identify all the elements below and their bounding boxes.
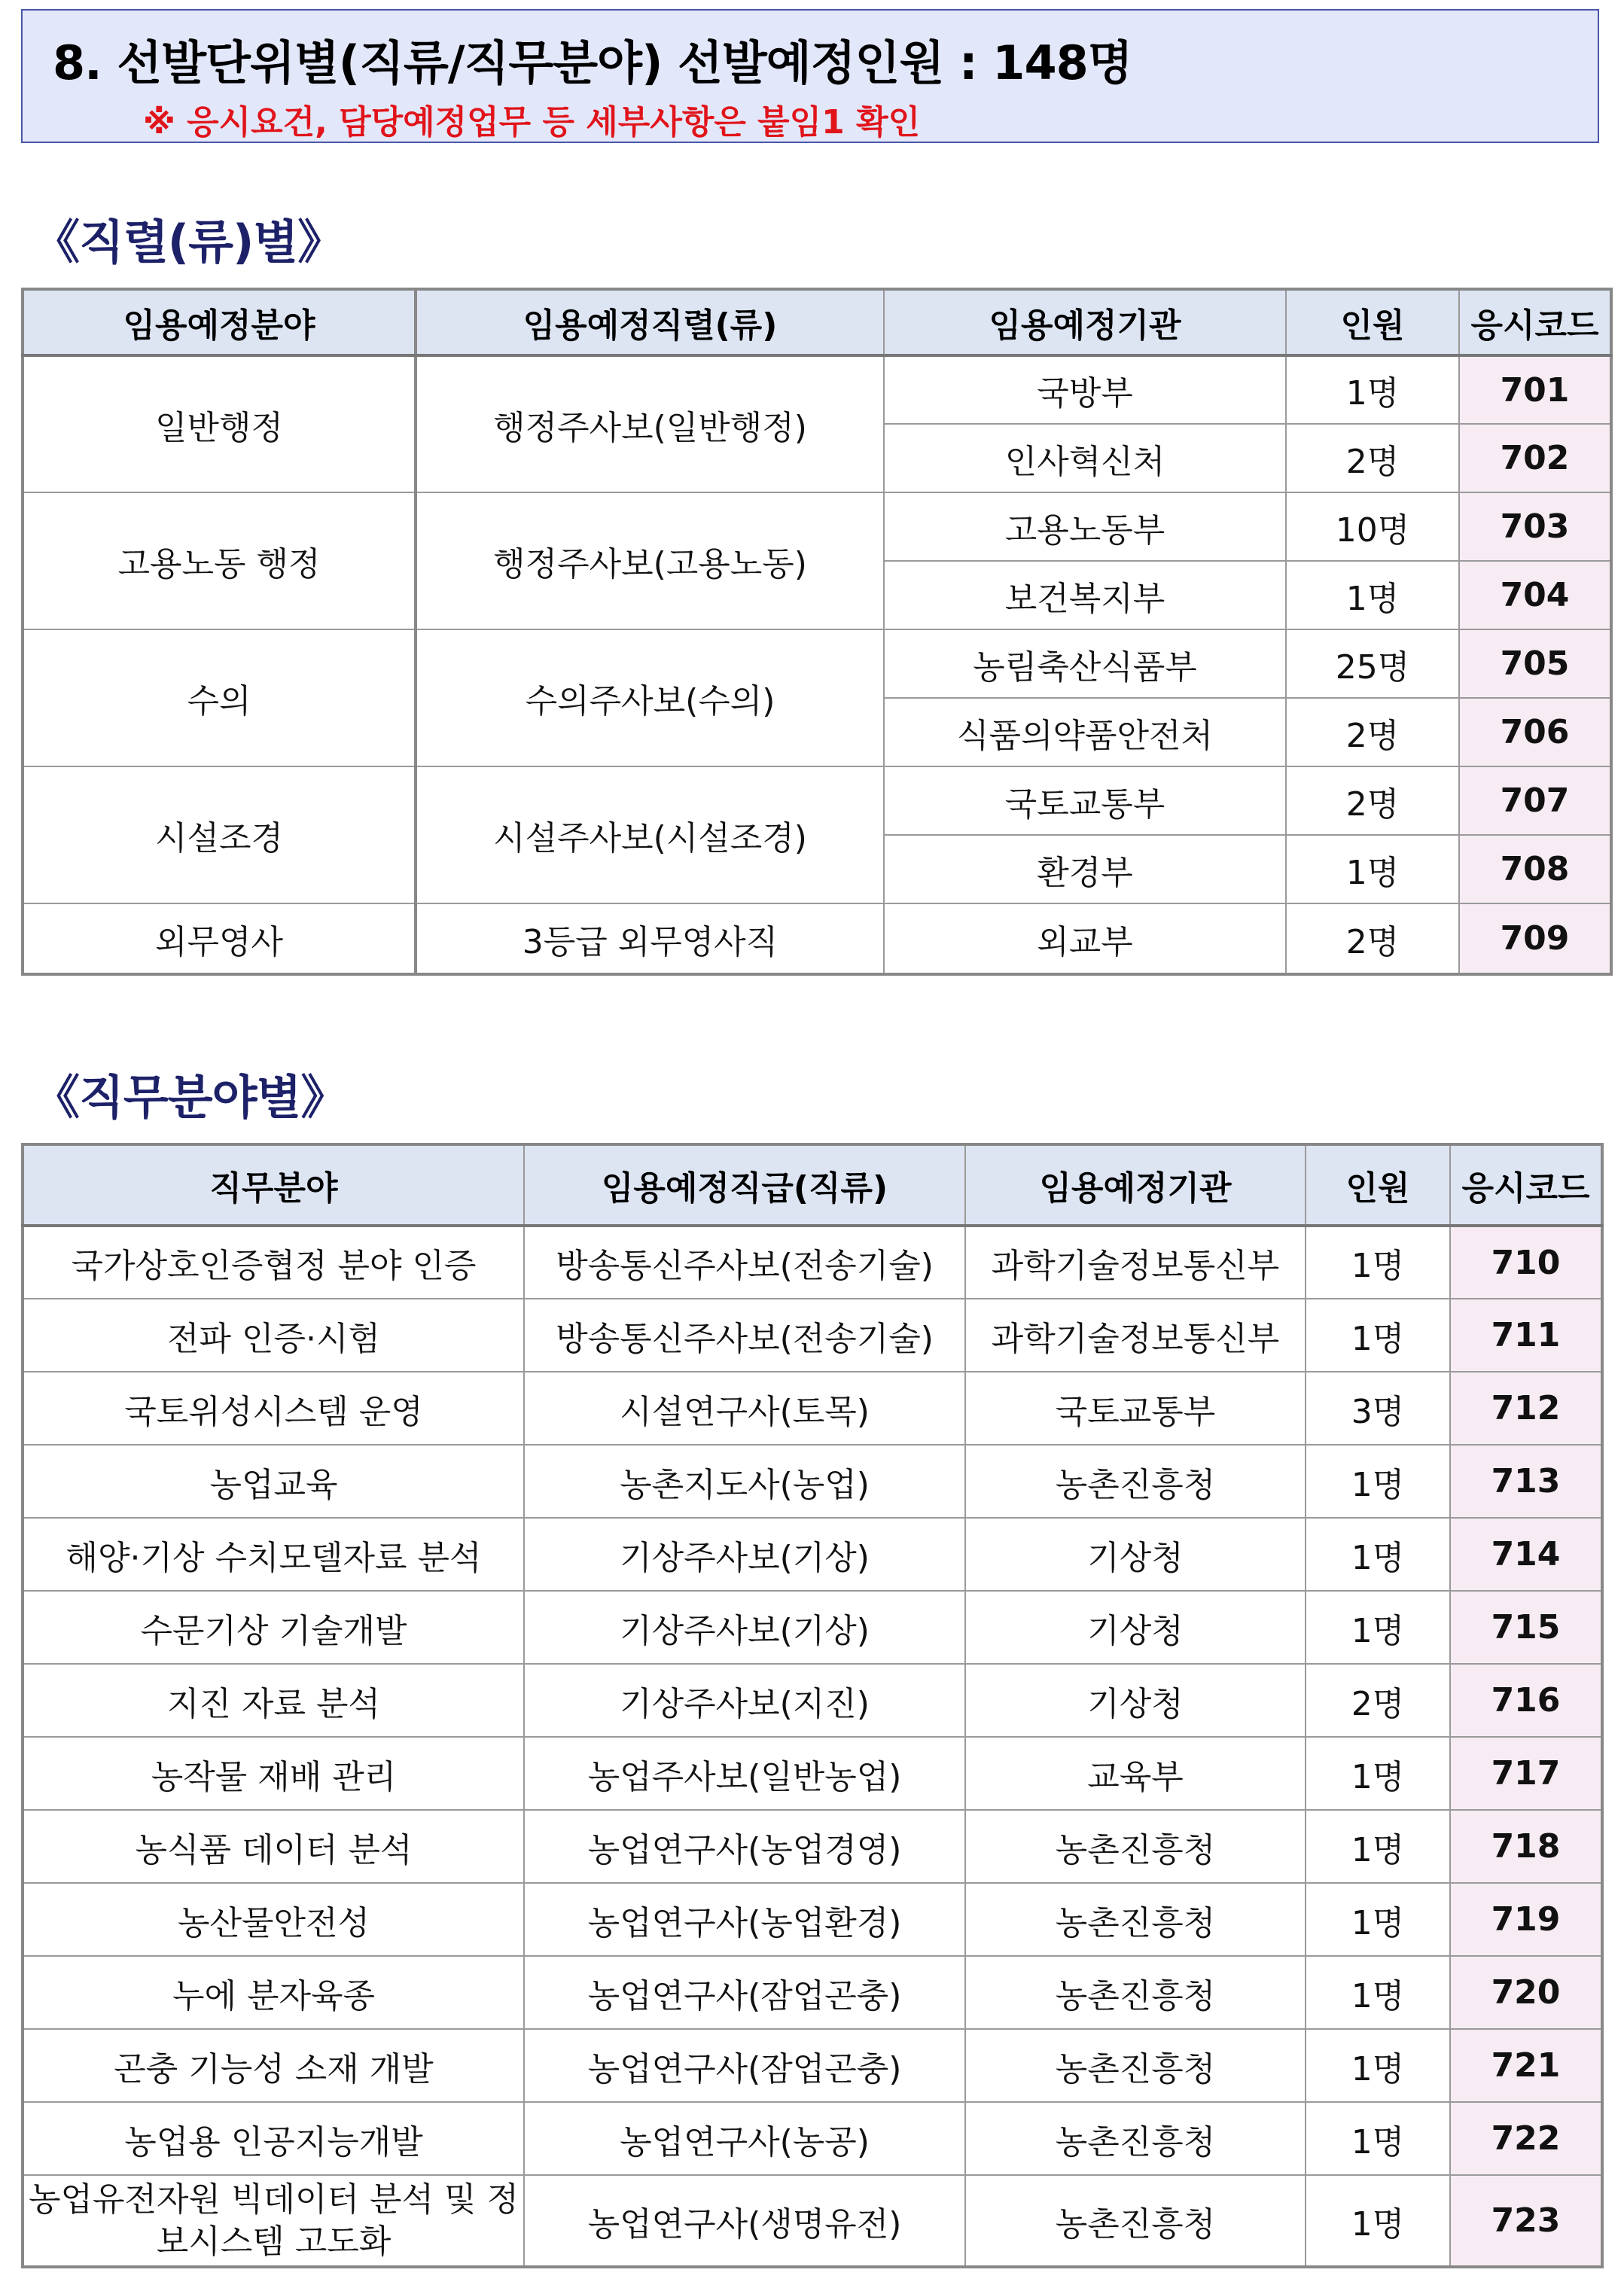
code-cell: 704 <box>1459 561 1611 629</box>
count-cell: 2명 <box>1286 698 1459 766</box>
count-cell: 2명 <box>1286 424 1459 492</box>
field-cell: 외무영사 <box>23 903 416 974</box>
count-cell: 2명 <box>1286 903 1459 974</box>
series-table <box>21 288 1613 976</box>
column-header: 인원 <box>1286 289 1459 355</box>
count-cell: 1명 <box>1306 2175 1450 2267</box>
code-cell: 707 <box>1459 766 1611 835</box>
table-row <box>23 1883 1602 1956</box>
section-heading-series: 《직렬(류)별》 <box>33 215 344 270</box>
agency-cell: 환경부 <box>884 835 1286 903</box>
code-cell: 720 <box>1450 1956 1602 2029</box>
agency-cell: 국토교통부 <box>884 766 1286 835</box>
code-cell: 722 <box>1450 2102 1602 2175</box>
agency-cell: 국토교통부 <box>965 1372 1306 1445</box>
section-heading-job-field: 《직무분야별》 <box>33 1070 347 1125</box>
agency-cell: 농촌진흥청 <box>965 1445 1306 1518</box>
agency-cell: 인사혁신처 <box>884 424 1286 492</box>
page-subtitle-note: ※ 응시요건, 담당예정업무 등 세부사항은 붙임1 확인 <box>143 103 921 142</box>
agency-cell: 국방부 <box>884 355 1286 424</box>
field-cell: 농식품 데이터 분석 <box>23 1810 524 1883</box>
grade-cell: 기상주사보(기상) <box>524 1518 965 1591</box>
series-cell: 행정주사보(일반행정) <box>416 355 884 492</box>
grade-cell: 농업연구사(농업환경) <box>524 1883 965 1956</box>
column-header: 임용예정기관 <box>884 289 1286 355</box>
agency-cell: 보건복지부 <box>884 561 1286 629</box>
column-header: 응시코드 <box>1459 289 1611 355</box>
column-header: 인원 <box>1306 1144 1450 1226</box>
code-cell: 710 <box>1450 1226 1602 1299</box>
grade-cell: 기상주사보(기상) <box>524 1591 965 1664</box>
code-cell: 716 <box>1450 1664 1602 1737</box>
field-cell: 곤충 기능성 소재 개발 <box>23 2029 524 2102</box>
code-cell: 723 <box>1450 2175 1602 2267</box>
code-cell: 711 <box>1450 1299 1602 1372</box>
field-cell: 전파 인증·시험 <box>23 1299 524 1372</box>
table-row <box>23 1664 1602 1737</box>
code-cell: 703 <box>1459 492 1611 561</box>
agency-cell: 교육부 <box>965 1737 1306 1810</box>
count-cell: 1명 <box>1286 355 1459 424</box>
grade-cell: 농업연구사(농공) <box>524 2102 965 2175</box>
agency-cell: 식품의약품안전처 <box>884 698 1286 766</box>
field-cell: 지진 자료 분석 <box>23 1664 524 1737</box>
table-row <box>23 355 1611 424</box>
table-row <box>23 492 1611 561</box>
code-cell: 709 <box>1459 903 1611 974</box>
count-cell: 3명 <box>1306 1372 1450 1445</box>
table-row <box>23 1591 1602 1664</box>
agency-cell: 농촌진흥청 <box>965 2029 1306 2102</box>
table-row <box>23 629 1611 698</box>
grade-cell: 농업연구사(생명유전) <box>524 2175 965 2267</box>
field-cell: 농작물 재배 관리 <box>23 1737 524 1810</box>
table-row <box>23 2029 1602 2102</box>
grade-cell: 농업주사보(일반농업) <box>524 1737 965 1810</box>
count-cell: 1명 <box>1306 2102 1450 2175</box>
table-row <box>23 2175 1602 2267</box>
table-row <box>23 1737 1602 1810</box>
table-header-row <box>23 1144 1602 1226</box>
grade-cell: 방송통신주사보(전송기술) <box>524 1299 965 1372</box>
code-cell: 712 <box>1450 1372 1602 1445</box>
field-cell: 고용노동 행정 <box>23 492 416 629</box>
field-cell: 농업유전자원 빅데이터 분석 및 정보시스템 고도화 <box>23 2175 524 2267</box>
page-title: 8. 선발단위별(직류/직무분야) 선발예정인원 : 148명 <box>53 35 1132 90</box>
job-field-table <box>21 1143 1604 2268</box>
column-header: 임용예정직렬(류) <box>416 289 884 355</box>
table-header-row <box>23 289 1611 355</box>
count-cell: 2명 <box>1286 766 1459 835</box>
field-cell: 누에 분자육종 <box>23 1956 524 2029</box>
column-header: 임용예정직급(직류) <box>524 1144 965 1226</box>
count-cell: 1명 <box>1306 1591 1450 1664</box>
table-row <box>23 903 1611 974</box>
code-cell: 715 <box>1450 1591 1602 1664</box>
grade-cell: 농촌지도사(농업) <box>524 1445 965 1518</box>
agency-cell: 농촌진흥청 <box>965 2175 1306 2267</box>
title-box <box>21 9 1599 143</box>
field-cell: 농업교육 <box>23 1445 524 1518</box>
table-row <box>23 766 1611 835</box>
column-header: 임용예정기관 <box>965 1144 1306 1226</box>
field-cell: 국가상호인증협정 분야 인증 <box>23 1226 524 1299</box>
count-cell: 1명 <box>1306 1226 1450 1299</box>
field-cell: 농업용 인공지능개발 <box>23 2102 524 2175</box>
grade-cell: 방송통신주사보(전송기술) <box>524 1226 965 1299</box>
count-cell: 1명 <box>1306 1883 1450 1956</box>
field-cell: 수문기상 기술개발 <box>23 1591 524 1664</box>
grade-cell: 농업연구사(잠업곤충) <box>524 1956 965 2029</box>
count-cell: 10명 <box>1286 492 1459 561</box>
count-cell: 25명 <box>1286 629 1459 698</box>
code-cell: 718 <box>1450 1810 1602 1883</box>
agency-cell: 과학기술정보통신부 <box>965 1299 1306 1372</box>
count-cell: 1명 <box>1306 1445 1450 1518</box>
count-cell: 2명 <box>1306 1664 1450 1737</box>
grade-cell: 시설연구사(토목) <box>524 1372 965 1445</box>
table-row <box>23 1445 1602 1518</box>
column-header: 직무분야 <box>23 1144 524 1226</box>
column-header: 응시코드 <box>1450 1144 1602 1226</box>
count-cell: 1명 <box>1306 1737 1450 1810</box>
series-cell: 수의주사보(수의) <box>416 629 884 766</box>
code-cell: 708 <box>1459 835 1611 903</box>
agency-cell: 과학기술정보통신부 <box>965 1226 1306 1299</box>
agency-cell: 고용노동부 <box>884 492 1286 561</box>
code-cell: 719 <box>1450 1883 1602 1956</box>
code-cell: 701 <box>1459 355 1611 424</box>
agency-cell: 농촌진흥청 <box>965 1810 1306 1883</box>
code-cell: 721 <box>1450 2029 1602 2102</box>
count-cell: 1명 <box>1306 1810 1450 1883</box>
grade-cell: 농업연구사(잠업곤충) <box>524 2029 965 2102</box>
field-cell: 해양·기상 수치모델자료 분석 <box>23 1518 524 1591</box>
table-row <box>23 2102 1602 2175</box>
agency-cell: 농촌진흥청 <box>965 2102 1306 2175</box>
agency-cell: 외교부 <box>884 903 1286 974</box>
agency-cell: 농촌진흥청 <box>965 1956 1306 2029</box>
field-cell: 농산물안전성 <box>23 1883 524 1956</box>
field-cell: 국토위성시스템 운영 <box>23 1372 524 1445</box>
count-cell: 1명 <box>1306 1299 1450 1372</box>
field-cell: 일반행정 <box>23 355 416 492</box>
count-cell: 1명 <box>1286 561 1459 629</box>
code-cell: 705 <box>1459 629 1611 698</box>
agency-cell: 농촌진흥청 <box>965 1883 1306 1956</box>
count-cell: 1명 <box>1306 1956 1450 2029</box>
field-cell: 시설조경 <box>23 766 416 903</box>
series-cell: 시설주사보(시설조경) <box>416 766 884 903</box>
table-row <box>23 1372 1602 1445</box>
code-cell: 702 <box>1459 424 1611 492</box>
table-row <box>23 1299 1602 1372</box>
code-cell: 706 <box>1459 698 1611 766</box>
table-row <box>23 1226 1602 1299</box>
count-cell: 1명 <box>1286 835 1459 903</box>
table-row <box>23 1810 1602 1883</box>
agency-cell: 기상청 <box>965 1664 1306 1737</box>
series-cell: 3등급 외무영사직 <box>416 903 884 974</box>
table-row <box>23 1518 1602 1591</box>
agency-cell: 농림축산식품부 <box>884 629 1286 698</box>
code-cell: 713 <box>1450 1445 1602 1518</box>
series-cell: 행정주사보(고용노동) <box>416 492 884 629</box>
agency-cell: 기상청 <box>965 1518 1306 1591</box>
count-cell: 1명 <box>1306 2029 1450 2102</box>
code-cell: 714 <box>1450 1518 1602 1591</box>
agency-cell: 기상청 <box>965 1591 1306 1664</box>
field-cell: 수의 <box>23 629 416 766</box>
grade-cell: 기상주사보(지진) <box>524 1664 965 1737</box>
code-cell: 717 <box>1450 1737 1602 1810</box>
column-header: 임용예정분야 <box>23 289 416 355</box>
grade-cell: 농업연구사(농업경영) <box>524 1810 965 1883</box>
table-row <box>23 1956 1602 2029</box>
count-cell: 1명 <box>1306 1518 1450 1591</box>
